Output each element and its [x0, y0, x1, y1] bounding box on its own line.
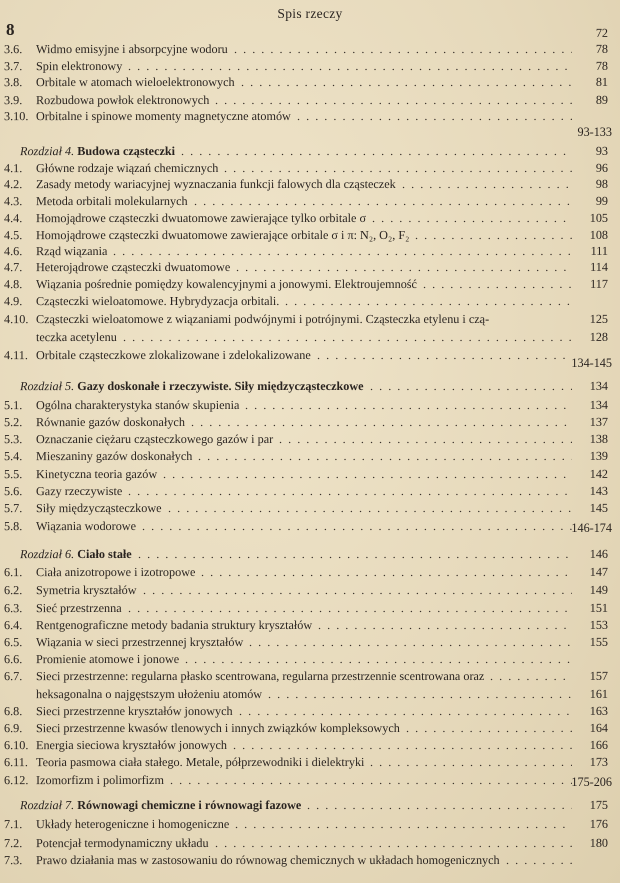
- entry-number: 4.10.: [3, 312, 29, 327]
- toc-entry: [0, 92, 620, 108]
- entry-title: Gazy rzeczywiste: [35, 484, 123, 499]
- toc-entry: [0, 259, 620, 275]
- leader-dots: [241, 74, 572, 90]
- chapter-title: [20, 143, 175, 159]
- toc-entry: [0, 564, 620, 580]
- entry-title: Kinetyczna teoria gazów: [35, 467, 158, 482]
- toc-entry: [0, 397, 620, 413]
- toc-entry: [0, 276, 620, 292]
- leader-dots: [233, 737, 572, 753]
- entry-title: Orbitale cząsteczkowe zlokalizowane i zdelokalizowane: [35, 347, 311, 363]
- entry-title: Sieci przestrzenne kryształów jonowych: [35, 704, 233, 719]
- chapter-heading: [0, 797, 620, 813]
- page-ref: 166: [589, 737, 609, 752]
- leader-dots: [128, 483, 572, 499]
- toc-entry: [0, 720, 620, 736]
- page-ref: 143: [589, 483, 609, 498]
- entry-number: 4.4.: [3, 211, 23, 226]
- entry-number: 4.9.: [3, 294, 23, 309]
- entry-number: 4.5.: [3, 228, 23, 243]
- entry-number: 6.1.: [3, 565, 23, 580]
- entry-title: Zasady metody wariacyjnej wyznaczania funkcji falowych dla cząsteczek: [35, 176, 396, 192]
- leader-dots: [415, 227, 572, 243]
- page-ref: 151: [589, 600, 609, 615]
- entry-number: 6.10.: [3, 738, 29, 753]
- chapter-heading: [0, 546, 620, 562]
- entry-number: 6.11.: [3, 755, 28, 770]
- chapter-title: [20, 378, 364, 394]
- page-ref: 146: [589, 546, 609, 561]
- leader-dots: [235, 816, 572, 832]
- entry-number: 5.8.: [3, 519, 23, 534]
- page-ref: 173: [589, 754, 609, 769]
- toc-entry: [0, 737, 620, 753]
- leader-dots: [181, 143, 572, 159]
- toc-entry: [0, 108, 620, 124]
- page-ref: 99: [595, 193, 609, 208]
- page-ref: 93: [595, 143, 609, 158]
- leader-dots: [168, 500, 572, 516]
- toc-entry: [0, 193, 620, 209]
- entry-title: Układy heterogeniczne i homogeniczne: [35, 817, 230, 832]
- leader-dots: [279, 431, 572, 447]
- page-ref: 175: [589, 797, 609, 812]
- page-ref: 161: [589, 686, 609, 701]
- running-header: Spis rzeczy: [277, 6, 343, 21]
- entry-title: Teoria pasmowa ciała stałego. Metale, półprzewodniki i dielektryki: [35, 754, 365, 770]
- page-ref: 108: [589, 227, 609, 242]
- chapter-name: Gazy doskonałe i rzeczywiste. Siły międzycząsteczkowe: [77, 378, 364, 394]
- entry-title: Rentgenograficzne metody badania struktury kryształów: [35, 617, 313, 633]
- entry-title: Sieci przestrzenne: regularna płasko scentrowana, regularna przestrzennie scentrowana oraz: [35, 668, 485, 684]
- toc-entry: [0, 668, 620, 684]
- toc-entry: [0, 582, 620, 598]
- toc-entry: [0, 227, 620, 243]
- page-ref: 134: [589, 397, 609, 412]
- page-ref: 96: [595, 160, 609, 175]
- leader-dots: [138, 546, 572, 562]
- page-range: [0, 520, 620, 536]
- toc-entry: [0, 176, 620, 192]
- entry-title: Widmo emisyjne i absorpcyjne wodoru: [35, 42, 228, 57]
- toc-entry: [0, 431, 620, 447]
- page-ref: 155: [589, 634, 609, 649]
- entry-number: 5.5.: [3, 467, 23, 482]
- toc-entry: [0, 293, 620, 309]
- page-ref: 81: [595, 74, 609, 89]
- entry-number: 5.2.: [3, 415, 23, 430]
- entry-number: 6.4.: [3, 618, 23, 633]
- entry-number: 3.6.: [3, 42, 23, 57]
- entry-number: 6.6.: [3, 652, 23, 667]
- entry-number: 6.7.: [3, 669, 23, 684]
- toc-entry: [0, 500, 620, 516]
- entry-title: Wiązania wodorowe: [35, 519, 137, 534]
- entry-number: 4.3.: [3, 194, 23, 209]
- leader-dots: [198, 448, 572, 464]
- entry-title: Prawo działania mas w zastosowaniu do równowag chemicznych w układach homogenicznych: [35, 852, 500, 868]
- leader-dots: [268, 686, 572, 702]
- leader-dots: [370, 754, 572, 770]
- entry-number: 5.3.: [3, 432, 23, 447]
- chapter-name: Ciało stałe: [77, 547, 132, 562]
- entry-number: 7.3.: [3, 853, 23, 868]
- leader-dots: [143, 582, 572, 598]
- entry-title: Homojądrowe cząsteczki dwuatomowe zawierające tylko orbitale σ: [35, 210, 367, 226]
- page-range-label: 146-174: [571, 521, 612, 535]
- entry-number: 5.4.: [3, 449, 23, 464]
- leader-dots: [307, 797, 572, 813]
- page-range-label: 93-133: [577, 125, 612, 139]
- page-ref: 149: [589, 582, 609, 597]
- toc-entry: [0, 816, 620, 832]
- leader-dots: [245, 397, 572, 413]
- leader-dots: [402, 176, 572, 192]
- page-ref: 147: [589, 564, 609, 579]
- entry-title: Sieci przestrzenne kwasów tlenowych i innych związków kompleksowych: [35, 720, 400, 736]
- leader-dots: [185, 651, 572, 667]
- entry-title: Wiązania pośrednie pomiędzy kowalencyjnymi a jonowymi. Elektroujemność: [35, 276, 417, 292]
- entry-title: Rozbudowa powłok elektronowych: [35, 93, 210, 108]
- toc-entry: [0, 754, 620, 770]
- entry-title: Energia sieciowa kryształów jonowych: [35, 738, 228, 753]
- page-range: [0, 774, 620, 790]
- page-ref: 134: [589, 378, 609, 393]
- toc-entry: [0, 703, 620, 719]
- entry-title: Orbitale w atomach wieloelektronowych: [35, 75, 235, 90]
- entry-title: Wiązania w sieci przestrzennej kryształów: [35, 635, 244, 650]
- entry-number: 4.8.: [3, 277, 23, 292]
- page-ref: 180: [589, 835, 609, 850]
- entry-title: Sieć przestrzenna: [35, 601, 122, 616]
- chapter-name: Budowa cząsteczki: [77, 144, 176, 159]
- chapter-label: Rozdział 7.: [19, 798, 75, 813]
- entry-number: 7.1.: [3, 817, 23, 832]
- toc-entry: [0, 25, 620, 41]
- entry-title: Oznaczanie ciężaru cząsteczkowego gazów i par: [35, 432, 274, 447]
- entry-number: 6.9.: [3, 721, 23, 736]
- page-ref: 117: [590, 276, 609, 291]
- entry-title: Mieszaniny gazów doskonałych: [35, 449, 193, 464]
- leader-dots: [128, 600, 572, 616]
- entry-title: Orbitalne i spinowe momenty magnetyczne atomów: [35, 109, 291, 124]
- page-range: [0, 124, 620, 140]
- toc-entry: [0, 210, 620, 226]
- entry-number: 3.10.: [3, 109, 29, 124]
- toc-entry: [0, 311, 620, 327]
- page-ref: 114: [590, 259, 609, 274]
- entry-number: 5.7.: [3, 501, 23, 516]
- entry-number: 7.2.: [3, 836, 23, 851]
- entry-title: Ciała anizotropowe i izotropowe: [35, 565, 196, 580]
- entry-title: Cząsteczki wieloatomowe z wiązaniami podwójnymi i potrójnymi. Cząsteczka etylenu i czą-: [35, 311, 490, 327]
- leader-dots: [123, 329, 572, 345]
- toc-entry: [0, 243, 620, 259]
- leader-dots: [236, 259, 572, 275]
- page-ref: 145: [589, 500, 609, 515]
- entry-number: 4.1.: [3, 161, 23, 176]
- chapter-title: [20, 546, 132, 562]
- page-ref: 125: [589, 311, 609, 326]
- entry-title: Homojądrowe cząsteczki dwuatomowe zawierające orbitale σ i π: N₂, O₂, F₂: [35, 227, 410, 243]
- page-ref: 164: [589, 720, 609, 735]
- entry-number: 4.6.: [3, 244, 23, 259]
- entry-title: Ogólna charakterystyka stanów skupienia: [35, 398, 240, 413]
- page-ref: 153: [589, 617, 609, 632]
- toc-entry: [0, 41, 620, 57]
- entry-number: 4.7.: [3, 260, 23, 275]
- entry-number: 6.8.: [3, 704, 23, 719]
- entry-title: Potencjał termodynamiczny układu: [35, 836, 209, 851]
- page-range: [0, 355, 620, 371]
- page-ref: 176: [589, 816, 609, 831]
- entry-title: Symetria kryształów: [35, 583, 137, 598]
- page-range-label: 175-206: [571, 775, 612, 789]
- leader-dots: [506, 852, 572, 868]
- page-ref: 138: [589, 431, 609, 446]
- toc-entry: [0, 686, 620, 702]
- entry-number: 5.1.: [3, 398, 23, 413]
- leader-dots: [234, 41, 572, 57]
- chapter-label: Rozdział 4.: [19, 144, 75, 159]
- entry-number: 3.9.: [3, 93, 23, 108]
- entry-title: Rząd wiązania: [35, 244, 108, 259]
- page-ref: 128: [589, 329, 609, 344]
- leader-dots: [318, 617, 572, 633]
- entry-title: Główne rodzaje wiązań chemicznych: [35, 161, 219, 176]
- chapter-heading: [0, 143, 620, 159]
- leader-dots: [163, 466, 572, 482]
- page-ref: 139: [589, 448, 609, 463]
- entry-title: Spin elektronowy: [35, 59, 123, 74]
- toc-entry: [0, 448, 620, 464]
- page-ref: 105: [589, 210, 609, 225]
- entry-number: 5.6.: [3, 484, 23, 499]
- entry-number: 4.2.: [3, 177, 23, 192]
- toc-entry: [0, 483, 620, 499]
- chapter-heading: [0, 378, 620, 394]
- leader-dots: [201, 564, 572, 580]
- entry-title: teczka acetylenu: [35, 330, 117, 345]
- entry-title: Siły międzycząsteczkowe: [35, 501, 162, 516]
- page-ref: 98: [595, 176, 609, 191]
- entry-number: 3.8.: [3, 75, 23, 90]
- leader-dots: [285, 293, 572, 309]
- entry-number: 4.11.: [3, 348, 28, 363]
- leader-dots: [215, 835, 572, 851]
- leader-dots: [490, 668, 572, 684]
- leader-dots: [191, 414, 572, 430]
- page-ref: 142: [589, 466, 609, 481]
- leader-dots: [239, 703, 572, 719]
- page-range-label: 134-145: [571, 356, 612, 370]
- leader-dots: [249, 634, 572, 650]
- toc-entry: [0, 160, 620, 176]
- page-ref: 89: [595, 92, 609, 107]
- chapter-label: Rozdział 5.: [19, 379, 75, 394]
- entry-title: Izomorfizm i polimorfizm: [35, 773, 164, 788]
- leader-dots: [215, 92, 572, 108]
- leader-dots: [297, 108, 572, 124]
- toc-entry: [0, 617, 620, 633]
- entry-title: Równanie gazów doskonałych: [35, 415, 185, 430]
- leader-dots: [370, 378, 572, 394]
- chapter-name: Równowagi chemiczne i równowagi fazowe: [77, 798, 302, 813]
- chapter-label: Rozdział 6.: [19, 547, 75, 562]
- toc-entry: [0, 634, 620, 650]
- page-ref: 157: [589, 668, 609, 683]
- toc-entry: [0, 651, 620, 667]
- page-ref: 137: [589, 414, 609, 429]
- toc-entry: [0, 74, 620, 90]
- leader-dots: [423, 276, 572, 292]
- page-ref: 72: [595, 25, 609, 40]
- entry-title: Promienie atomowe i jonowe: [35, 652, 180, 667]
- leader-dots: [194, 193, 572, 209]
- entry-number: 6.2.: [3, 583, 23, 598]
- toc-entry: [0, 852, 620, 868]
- entry-title: Cząsteczki wieloatomowe. Hybrydyzacja orbitali.: [35, 294, 280, 309]
- leader-dots: [406, 720, 572, 736]
- page-number: 8: [6, 20, 15, 39]
- toc-entry: [0, 329, 620, 345]
- entry-title: heksagonalna o najgęstszym ułożeniu atomów: [35, 687, 263, 702]
- leader-dots: [224, 160, 572, 176]
- entry-number: 6.3.: [3, 601, 23, 616]
- page-ref: 78: [595, 41, 609, 56]
- leader-dots: [113, 243, 572, 259]
- entry-number: 6.12.: [3, 773, 29, 788]
- toc-entry: [0, 466, 620, 482]
- toc-entry: [0, 600, 620, 616]
- entry-title: Metoda orbitali molekularnych: [35, 194, 188, 209]
- toc-entry: [0, 414, 620, 430]
- entry-number: 6.5.: [3, 635, 23, 650]
- leader-dots: [128, 58, 572, 74]
- page-ref: 163: [589, 703, 609, 718]
- page-ref: 78: [595, 58, 609, 73]
- leader-dots: [372, 210, 572, 226]
- entry-title: Heterojądrowe cząsteczki dwuatomowe: [35, 260, 231, 275]
- toc-entry: [0, 58, 620, 74]
- page-ref: 111: [590, 243, 609, 258]
- chapter-title: [20, 797, 301, 813]
- toc-entry: [0, 835, 620, 851]
- entry-number: 3.7.: [3, 59, 23, 74]
